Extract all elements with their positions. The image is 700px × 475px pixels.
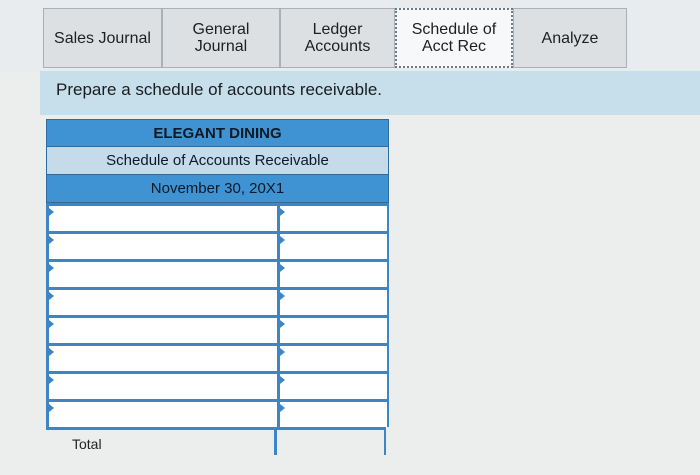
total-amount-input[interactable] xyxy=(277,427,386,455)
table-row xyxy=(46,371,389,399)
tab-analyze[interactable] xyxy=(513,8,627,68)
customer-name-input[interactable] xyxy=(49,231,280,259)
tab-schedule-acct-rec[interactable] xyxy=(395,8,513,68)
table-row xyxy=(46,287,389,315)
customer-name-input[interactable] xyxy=(49,287,280,315)
tab-label: Analyze xyxy=(541,29,599,47)
total-label-cell xyxy=(46,427,277,455)
amount-input[interactable] xyxy=(280,287,389,315)
amount-input[interactable] xyxy=(280,231,389,259)
amount-input[interactable] xyxy=(280,315,389,343)
total-label: Total xyxy=(72,436,102,452)
schedule-grid xyxy=(46,203,389,455)
table-row xyxy=(46,203,389,231)
customer-name-input[interactable] xyxy=(49,343,280,371)
customer-name-input[interactable] xyxy=(49,259,280,287)
amount-input[interactable] xyxy=(280,371,389,399)
total-row xyxy=(46,427,389,455)
tab-label: Ledger Accounts xyxy=(304,21,371,55)
company-name: ELEGANT DINING xyxy=(46,119,389,147)
customer-name-input[interactable] xyxy=(49,203,280,231)
table-row xyxy=(46,399,389,427)
schedule-title: Schedule of Accounts Receivable xyxy=(46,147,389,175)
amount-input[interactable] xyxy=(280,203,389,231)
tab-bar xyxy=(0,0,700,72)
customer-name-input[interactable] xyxy=(49,371,280,399)
tab-general-journal[interactable] xyxy=(162,8,280,68)
table-row xyxy=(46,315,389,343)
tab-sales-journal[interactable] xyxy=(43,8,162,68)
table-row xyxy=(46,231,389,259)
tab-label: General Journal xyxy=(192,21,250,55)
customer-name-input[interactable] xyxy=(49,399,280,427)
amount-input[interactable] xyxy=(280,343,389,371)
amount-input[interactable] xyxy=(280,399,389,427)
amount-input[interactable] xyxy=(280,259,389,287)
table-row xyxy=(46,259,389,287)
tab-ledger-accounts[interactable] xyxy=(280,8,395,68)
table-row xyxy=(46,343,389,371)
instruction-text: Prepare a schedule of accounts receivable. xyxy=(56,80,383,99)
customer-name-input[interactable] xyxy=(49,315,280,343)
tab-label: Sales Journal xyxy=(54,29,151,47)
schedule-table xyxy=(46,119,389,455)
schedule-date: November 30, 20X1 xyxy=(46,175,389,203)
tab-label: Schedule of Acct Rec xyxy=(411,21,497,55)
